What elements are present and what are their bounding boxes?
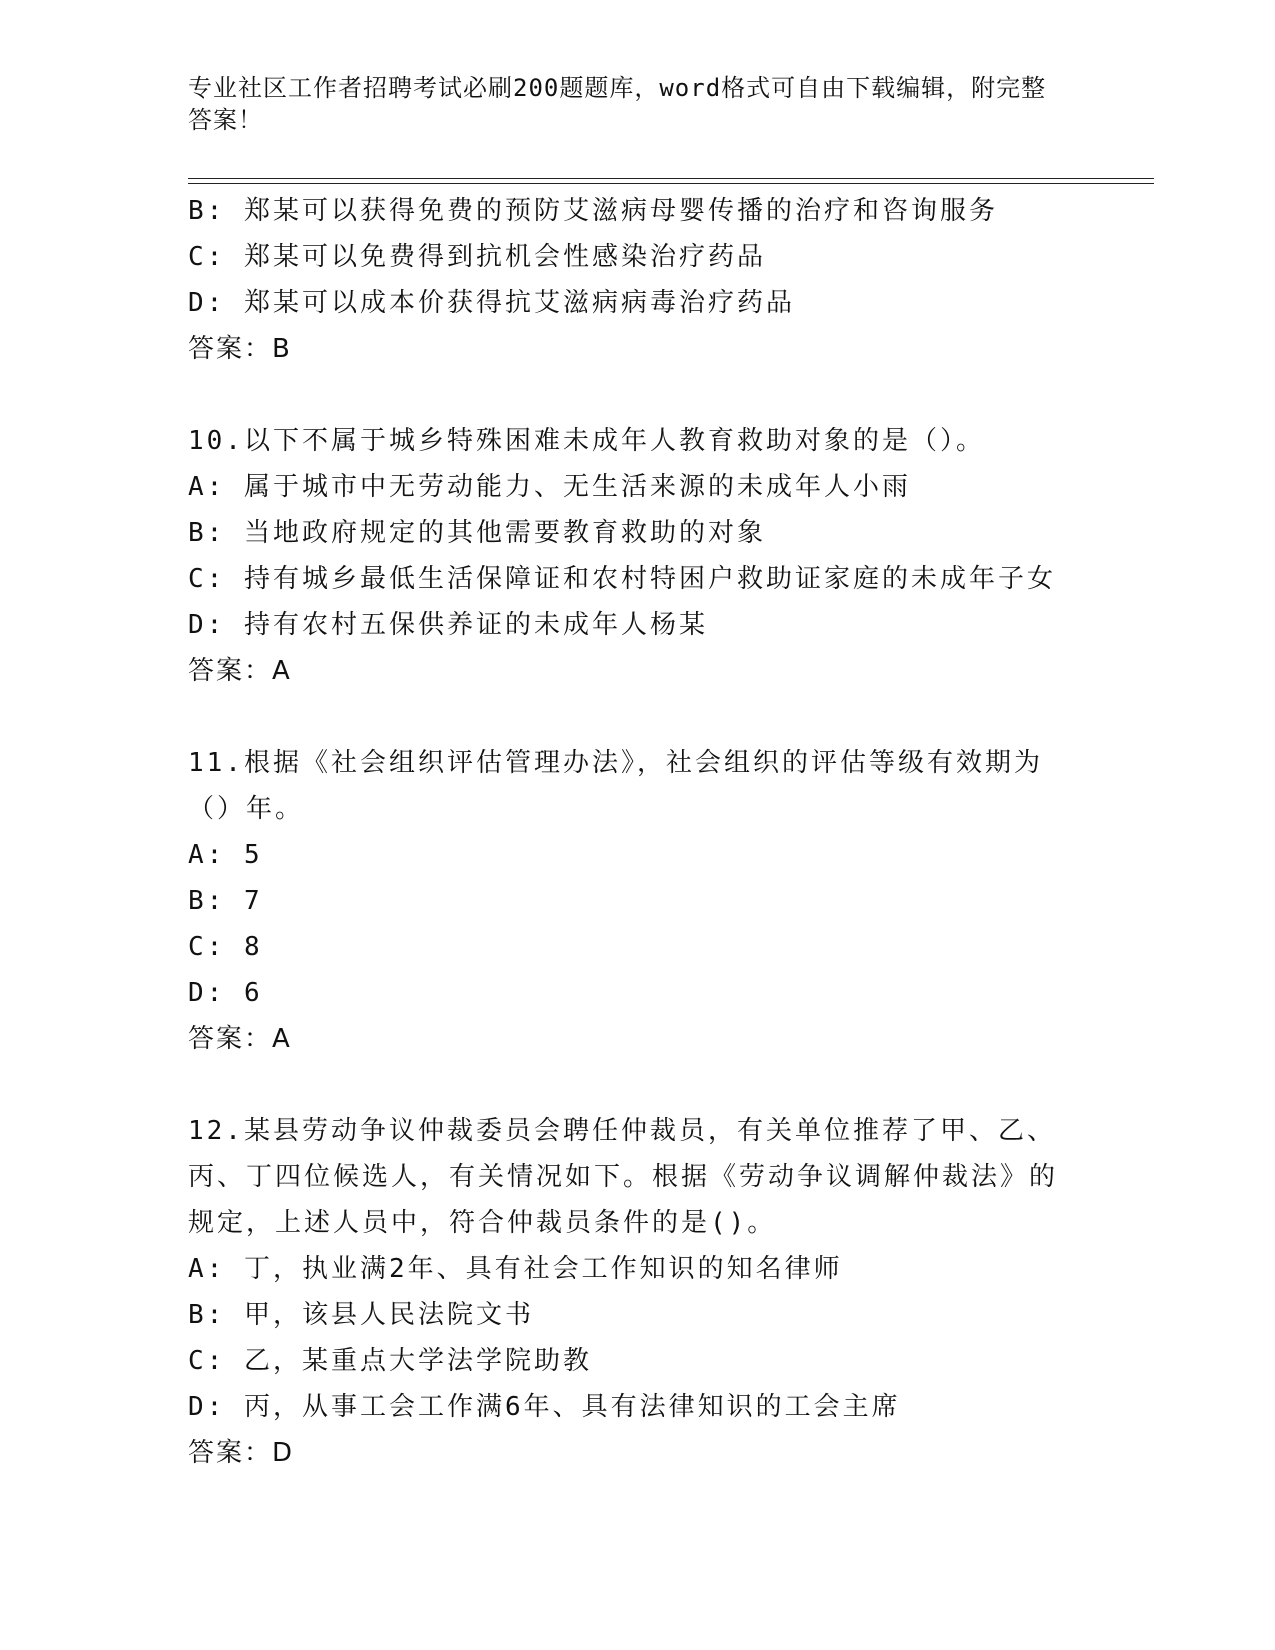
option-d: D: 郑某可以成本价获得抗艾滋病病毒治疗药品 — [188, 288, 795, 318]
option-a: A: 丁，执业满2年、具有社会工作知识的知名律师 — [188, 1254, 843, 1284]
option-d: D: 丙，从事工会工作满6年、具有法律知识的工会主席 — [188, 1392, 901, 1422]
spacer — [188, 372, 1068, 418]
question-block — [188, 188, 1068, 372]
header-title: 专业社区工作者招聘考试必刷200题题库，word格式可自由下载编辑，附完整答案！ — [188, 74, 1047, 134]
option-d: D: 6 — [188, 978, 263, 1008]
option-c: C: 郑某可以免费得到抗机会性感染治疗药品 — [188, 242, 766, 272]
spacer — [188, 1062, 1068, 1108]
option-d: D: 持有农村五保供养证的未成年人杨某 — [188, 610, 708, 640]
option-a: A: 属于城市中无劳动能力、无生活来源的未成年人小雨 — [188, 472, 911, 502]
answer-line: 答案：A — [188, 656, 292, 686]
option-a: A: 5 — [188, 840, 263, 870]
question-title: 11.根据《社会组织评估管理办法》，社会组织的评估等级有效期为（）年。 — [188, 748, 1043, 824]
question-list — [188, 188, 1068, 1476]
option-c: C: 8 — [188, 932, 263, 962]
spacer — [188, 694, 1068, 740]
header-divider-bottom — [188, 183, 1154, 184]
question-title: 12.某县劳动争议仲裁委员会聘任仲裁员，有关单位推荐了甲、乙、丙、丁四位候选人，有关情况如下。根据《劳动争议调解仲裁法》的规定，上述人员中，符合仲裁员条件的是()。 — [188, 1116, 1059, 1238]
question-block — [188, 1108, 1068, 1476]
option-b: B: 郑某可以获得免费的预防艾滋病母婴传播的治疗和咨询服务 — [188, 196, 998, 226]
option-c: C: 持有城乡最低生活保障证和农村特困户救助证家庭的未成年子女 — [188, 564, 1056, 594]
answer-line: 答案：B — [188, 334, 292, 364]
option-c: C: 乙，某重点大学法学院助教 — [188, 1346, 592, 1376]
question-block — [188, 740, 1068, 1062]
document-header — [188, 72, 1068, 136]
question-block — [188, 418, 1068, 694]
answer-line: 答案：D — [188, 1438, 295, 1468]
option-b: B: 甲，该县人民法院文书 — [188, 1300, 534, 1330]
question-title: 10.以下不属于城乡特殊困难未成年人教育救助对象的是（）。 — [188, 426, 985, 456]
header-divider-top — [188, 178, 1154, 179]
option-b: B: 当地政府规定的其他需要教育救助的对象 — [188, 518, 766, 548]
answer-line: 答案：A — [188, 1024, 292, 1054]
option-b: B: 7 — [188, 886, 263, 916]
